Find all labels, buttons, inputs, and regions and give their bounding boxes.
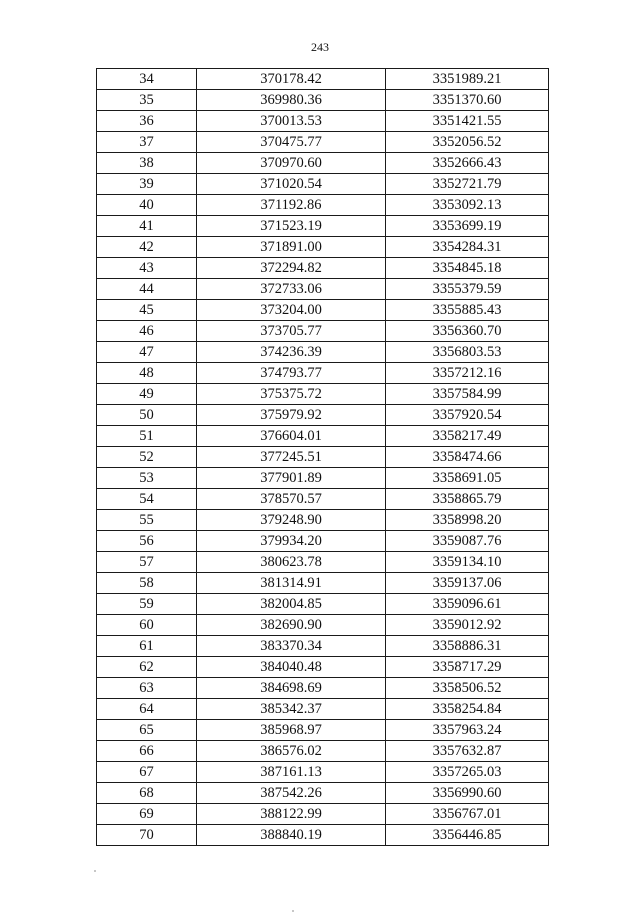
- y-coordinate-cell: 3358254.84: [386, 699, 549, 720]
- point-number-cell: 41: [97, 216, 197, 237]
- y-coordinate-cell: 3357963.24: [386, 720, 549, 741]
- table-row: [97, 216, 549, 237]
- point-number-cell: 65: [97, 720, 197, 741]
- coordinate-table: [96, 68, 549, 846]
- x-coordinate-cell: 372294.82: [197, 258, 386, 279]
- point-number-cell: 61: [97, 636, 197, 657]
- x-coordinate-cell: 373705.77: [197, 321, 386, 342]
- table-row: [97, 342, 549, 363]
- y-coordinate-cell: 3358865.79: [386, 489, 549, 510]
- x-coordinate-cell: 377901.89: [197, 468, 386, 489]
- y-coordinate-cell: 3358474.66: [386, 447, 549, 468]
- scan-speck: [292, 910, 294, 912]
- point-number-cell: 34: [97, 69, 197, 90]
- table-row: [97, 720, 549, 741]
- x-coordinate-cell: 388840.19: [197, 825, 386, 846]
- table-row: [97, 447, 549, 468]
- point-number-cell: 38: [97, 153, 197, 174]
- point-number-cell: 45: [97, 300, 197, 321]
- table-row: [97, 90, 549, 111]
- point-number-cell: 53: [97, 468, 197, 489]
- x-coordinate-cell: 370970.60: [197, 153, 386, 174]
- point-number-cell: 64: [97, 699, 197, 720]
- x-coordinate-cell: 371891.00: [197, 237, 386, 258]
- y-coordinate-cell: 3351989.21: [386, 69, 549, 90]
- table-row: [97, 321, 549, 342]
- table-row: [97, 762, 549, 783]
- y-coordinate-cell: 3353699.19: [386, 216, 549, 237]
- point-number-cell: 39: [97, 174, 197, 195]
- x-coordinate-cell: 377245.51: [197, 447, 386, 468]
- table-row: [97, 825, 549, 846]
- x-coordinate-cell: 370178.42: [197, 69, 386, 90]
- table-row: [97, 531, 549, 552]
- y-coordinate-cell: 3358717.29: [386, 657, 549, 678]
- table-row: [97, 237, 549, 258]
- y-coordinate-cell: 3356446.85: [386, 825, 549, 846]
- y-coordinate-cell: 3358886.31: [386, 636, 549, 657]
- point-number-cell: 51: [97, 426, 197, 447]
- table-row: [97, 678, 549, 699]
- y-coordinate-cell: 3358217.49: [386, 426, 549, 447]
- y-coordinate-cell: 3356990.60: [386, 783, 549, 804]
- x-coordinate-cell: 378570.57: [197, 489, 386, 510]
- table-row: [97, 363, 549, 384]
- table-row: [97, 699, 549, 720]
- point-number-cell: 58: [97, 573, 197, 594]
- point-number-cell: 37: [97, 132, 197, 153]
- x-coordinate-cell: 374793.77: [197, 363, 386, 384]
- table-row: [97, 510, 549, 531]
- table-row: [97, 741, 549, 762]
- y-coordinate-cell: 3352056.52: [386, 132, 549, 153]
- table-row: [97, 258, 549, 279]
- x-coordinate-cell: 371192.86: [197, 195, 386, 216]
- table-row: [97, 153, 549, 174]
- y-coordinate-cell: 3358998.20: [386, 510, 549, 531]
- x-coordinate-cell: 382690.90: [197, 615, 386, 636]
- x-coordinate-cell: 376604.01: [197, 426, 386, 447]
- y-coordinate-cell: 3359137.06: [386, 573, 549, 594]
- y-coordinate-cell: 3351370.60: [386, 90, 549, 111]
- table-row: [97, 279, 549, 300]
- point-number-cell: 44: [97, 279, 197, 300]
- x-coordinate-cell: 371020.54: [197, 174, 386, 195]
- point-number-cell: 42: [97, 237, 197, 258]
- table-row: [97, 426, 549, 447]
- table-row: [97, 573, 549, 594]
- y-coordinate-cell: 3357920.54: [386, 405, 549, 426]
- point-number-cell: 52: [97, 447, 197, 468]
- y-coordinate-cell: 3357632.87: [386, 741, 549, 762]
- x-coordinate-cell: 369980.36: [197, 90, 386, 111]
- table-row: [97, 300, 549, 321]
- point-number-cell: 63: [97, 678, 197, 699]
- x-coordinate-cell: 382004.85: [197, 594, 386, 615]
- x-coordinate-cell: 386576.02: [197, 741, 386, 762]
- point-number-cell: 57: [97, 552, 197, 573]
- x-coordinate-cell: 379934.20: [197, 531, 386, 552]
- x-coordinate-cell: 384698.69: [197, 678, 386, 699]
- x-coordinate-cell: 375979.92: [197, 405, 386, 426]
- y-coordinate-cell: 3355379.59: [386, 279, 549, 300]
- table-row: [97, 174, 549, 195]
- y-coordinate-cell: 3353092.13: [386, 195, 549, 216]
- scan-speck: [94, 870, 96, 872]
- x-coordinate-cell: 370475.77: [197, 132, 386, 153]
- x-coordinate-cell: 373204.00: [197, 300, 386, 321]
- y-coordinate-cell: 3352666.43: [386, 153, 549, 174]
- table-row: [97, 552, 549, 573]
- table-row: [97, 657, 549, 678]
- point-number-cell: 46: [97, 321, 197, 342]
- page-number: 243: [311, 40, 329, 54]
- x-coordinate-cell: 374236.39: [197, 342, 386, 363]
- point-number-cell: 69: [97, 804, 197, 825]
- y-coordinate-cell: 3356767.01: [386, 804, 549, 825]
- y-coordinate-cell: 3358691.05: [386, 468, 549, 489]
- y-coordinate-cell: 3357584.99: [386, 384, 549, 405]
- x-coordinate-cell: 372733.06: [197, 279, 386, 300]
- table-row: [97, 384, 549, 405]
- point-number-cell: 36: [97, 111, 197, 132]
- x-coordinate-cell: 371523.19: [197, 216, 386, 237]
- table-row: [97, 111, 549, 132]
- x-coordinate-cell: 387161.13: [197, 762, 386, 783]
- point-number-cell: 56: [97, 531, 197, 552]
- y-coordinate-cell: 3359134.10: [386, 552, 549, 573]
- y-coordinate-cell: 3357212.16: [386, 363, 549, 384]
- y-coordinate-cell: 3354284.31: [386, 237, 549, 258]
- x-coordinate-cell: 387542.26: [197, 783, 386, 804]
- x-coordinate-cell: 380623.78: [197, 552, 386, 573]
- x-coordinate-cell: 388122.99: [197, 804, 386, 825]
- y-coordinate-cell: 3352721.79: [386, 174, 549, 195]
- point-number-cell: 68: [97, 783, 197, 804]
- y-coordinate-cell: 3359012.92: [386, 615, 549, 636]
- y-coordinate-cell: 3359096.61: [386, 594, 549, 615]
- x-coordinate-cell: 379248.90: [197, 510, 386, 531]
- point-number-cell: 60: [97, 615, 197, 636]
- table-row: [97, 132, 549, 153]
- x-coordinate-cell: 385342.37: [197, 699, 386, 720]
- x-coordinate-cell: 370013.53: [197, 111, 386, 132]
- table-row: [97, 783, 549, 804]
- table-row: [97, 468, 549, 489]
- point-number-cell: 35: [97, 90, 197, 111]
- coordinate-table-body: [97, 69, 549, 846]
- table-row: [97, 594, 549, 615]
- point-number-cell: 54: [97, 489, 197, 510]
- x-coordinate-cell: 375375.72: [197, 384, 386, 405]
- point-number-cell: 40: [97, 195, 197, 216]
- y-coordinate-cell: 3358506.52: [386, 678, 549, 699]
- table-row: [97, 615, 549, 636]
- table-row: [97, 636, 549, 657]
- y-coordinate-cell: 3354845.18: [386, 258, 549, 279]
- table-row: [97, 69, 549, 90]
- y-coordinate-cell: 3359087.76: [386, 531, 549, 552]
- point-number-cell: 55: [97, 510, 197, 531]
- y-coordinate-cell: 3355885.43: [386, 300, 549, 321]
- point-number-cell: 48: [97, 363, 197, 384]
- y-coordinate-cell: 3357265.03: [386, 762, 549, 783]
- point-number-cell: 59: [97, 594, 197, 615]
- table-row: [97, 489, 549, 510]
- table-row: [97, 405, 549, 426]
- point-number-cell: 43: [97, 258, 197, 279]
- point-number-cell: 49: [97, 384, 197, 405]
- x-coordinate-cell: 385968.97: [197, 720, 386, 741]
- point-number-cell: 62: [97, 657, 197, 678]
- x-coordinate-cell: 384040.48: [197, 657, 386, 678]
- point-number-cell: 70: [97, 825, 197, 846]
- table-row: [97, 804, 549, 825]
- x-coordinate-cell: 381314.91: [197, 573, 386, 594]
- y-coordinate-cell: 3356360.70: [386, 321, 549, 342]
- point-number-cell: 66: [97, 741, 197, 762]
- point-number-cell: 50: [97, 405, 197, 426]
- y-coordinate-cell: 3356803.53: [386, 342, 549, 363]
- point-number-cell: 47: [97, 342, 197, 363]
- point-number-cell: 67: [97, 762, 197, 783]
- table-row: [97, 195, 549, 216]
- y-coordinate-cell: 3351421.55: [386, 111, 549, 132]
- x-coordinate-cell: 383370.34: [197, 636, 386, 657]
